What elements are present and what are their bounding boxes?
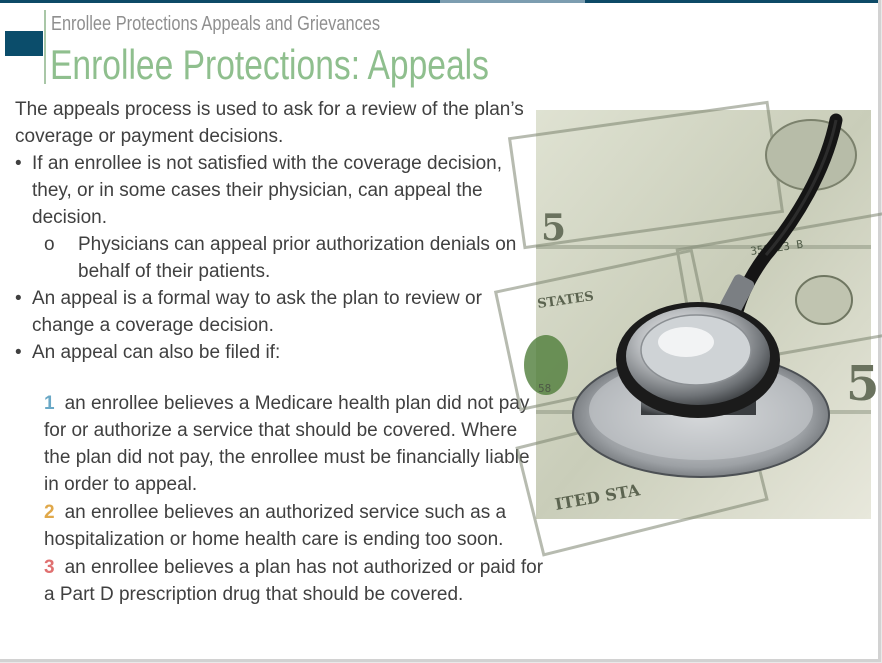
bill-serial: 358423 B (749, 237, 804, 258)
item-number: 1 (44, 393, 55, 414)
title-divider (44, 10, 46, 84)
slide-title: Enrollee Protections: Appeals (50, 41, 489, 88)
sub-bullet-marker: o (44, 234, 55, 255)
top-accent-line (0, 0, 878, 3)
bullet-list (15, 150, 535, 366)
bill-serial-left: 58 (538, 382, 552, 395)
item-number: 2 (44, 502, 55, 523)
numbered-item (44, 390, 544, 498)
sub-bullet-text: Physicians can appeal prior authorization denials on behalf of their patients. (78, 234, 517, 282)
item-text: an enrollee believes a Medicare health plan did not pay for or authorize a service that should be covered. Where the plan did not pay, the enrollee must be financially liable in order to appeal. (44, 393, 530, 495)
bullet-item (15, 339, 535, 366)
bullet-text: An appeal can also be filed if: (32, 342, 281, 363)
item-text: an enrollee believes an authorized service such as a hospitalization or home health care is ending too soon. (44, 502, 507, 550)
bullet-marker: • (15, 288, 22, 309)
bullet-item (15, 285, 535, 339)
stethoscope-on-dollar-bills-icon (536, 110, 880, 519)
stethoscope-money-photo (536, 110, 880, 519)
numbered-list (44, 390, 544, 609)
numbered-item (44, 499, 544, 553)
bullet-marker: • (15, 153, 22, 174)
item-text: an enrollee believes a plan has not authorized or paid for a Part D prescription drug that should be covered. (44, 557, 544, 605)
bullet-text: An appeal is a formal way to ask the plan to review or change a coverage decision. (32, 288, 482, 336)
bill-text: STATES (536, 289, 595, 312)
section-subtitle: Enrollee Protections Appeals and Grievances (51, 13, 381, 35)
bill-text: ITED STA (553, 480, 642, 514)
numbered-item (44, 554, 544, 608)
bill-denomination: 5 (846, 356, 880, 412)
bullet-item (15, 150, 535, 231)
bullet-text: If an enrollee is not satisfied with the coverage decision, they, or in some cases their physician, can appeal the decision. (32, 153, 502, 228)
item-number: 3 (44, 557, 55, 578)
title-accent-block (5, 31, 43, 56)
bill-denomination: 5 (541, 207, 567, 249)
sub-bullet-item (15, 231, 525, 285)
bullet-marker: • (15, 342, 22, 363)
intro-paragraph: The appeals process is used to ask for a review of the plan’s coverage or payment decisions. (15, 99, 524, 147)
